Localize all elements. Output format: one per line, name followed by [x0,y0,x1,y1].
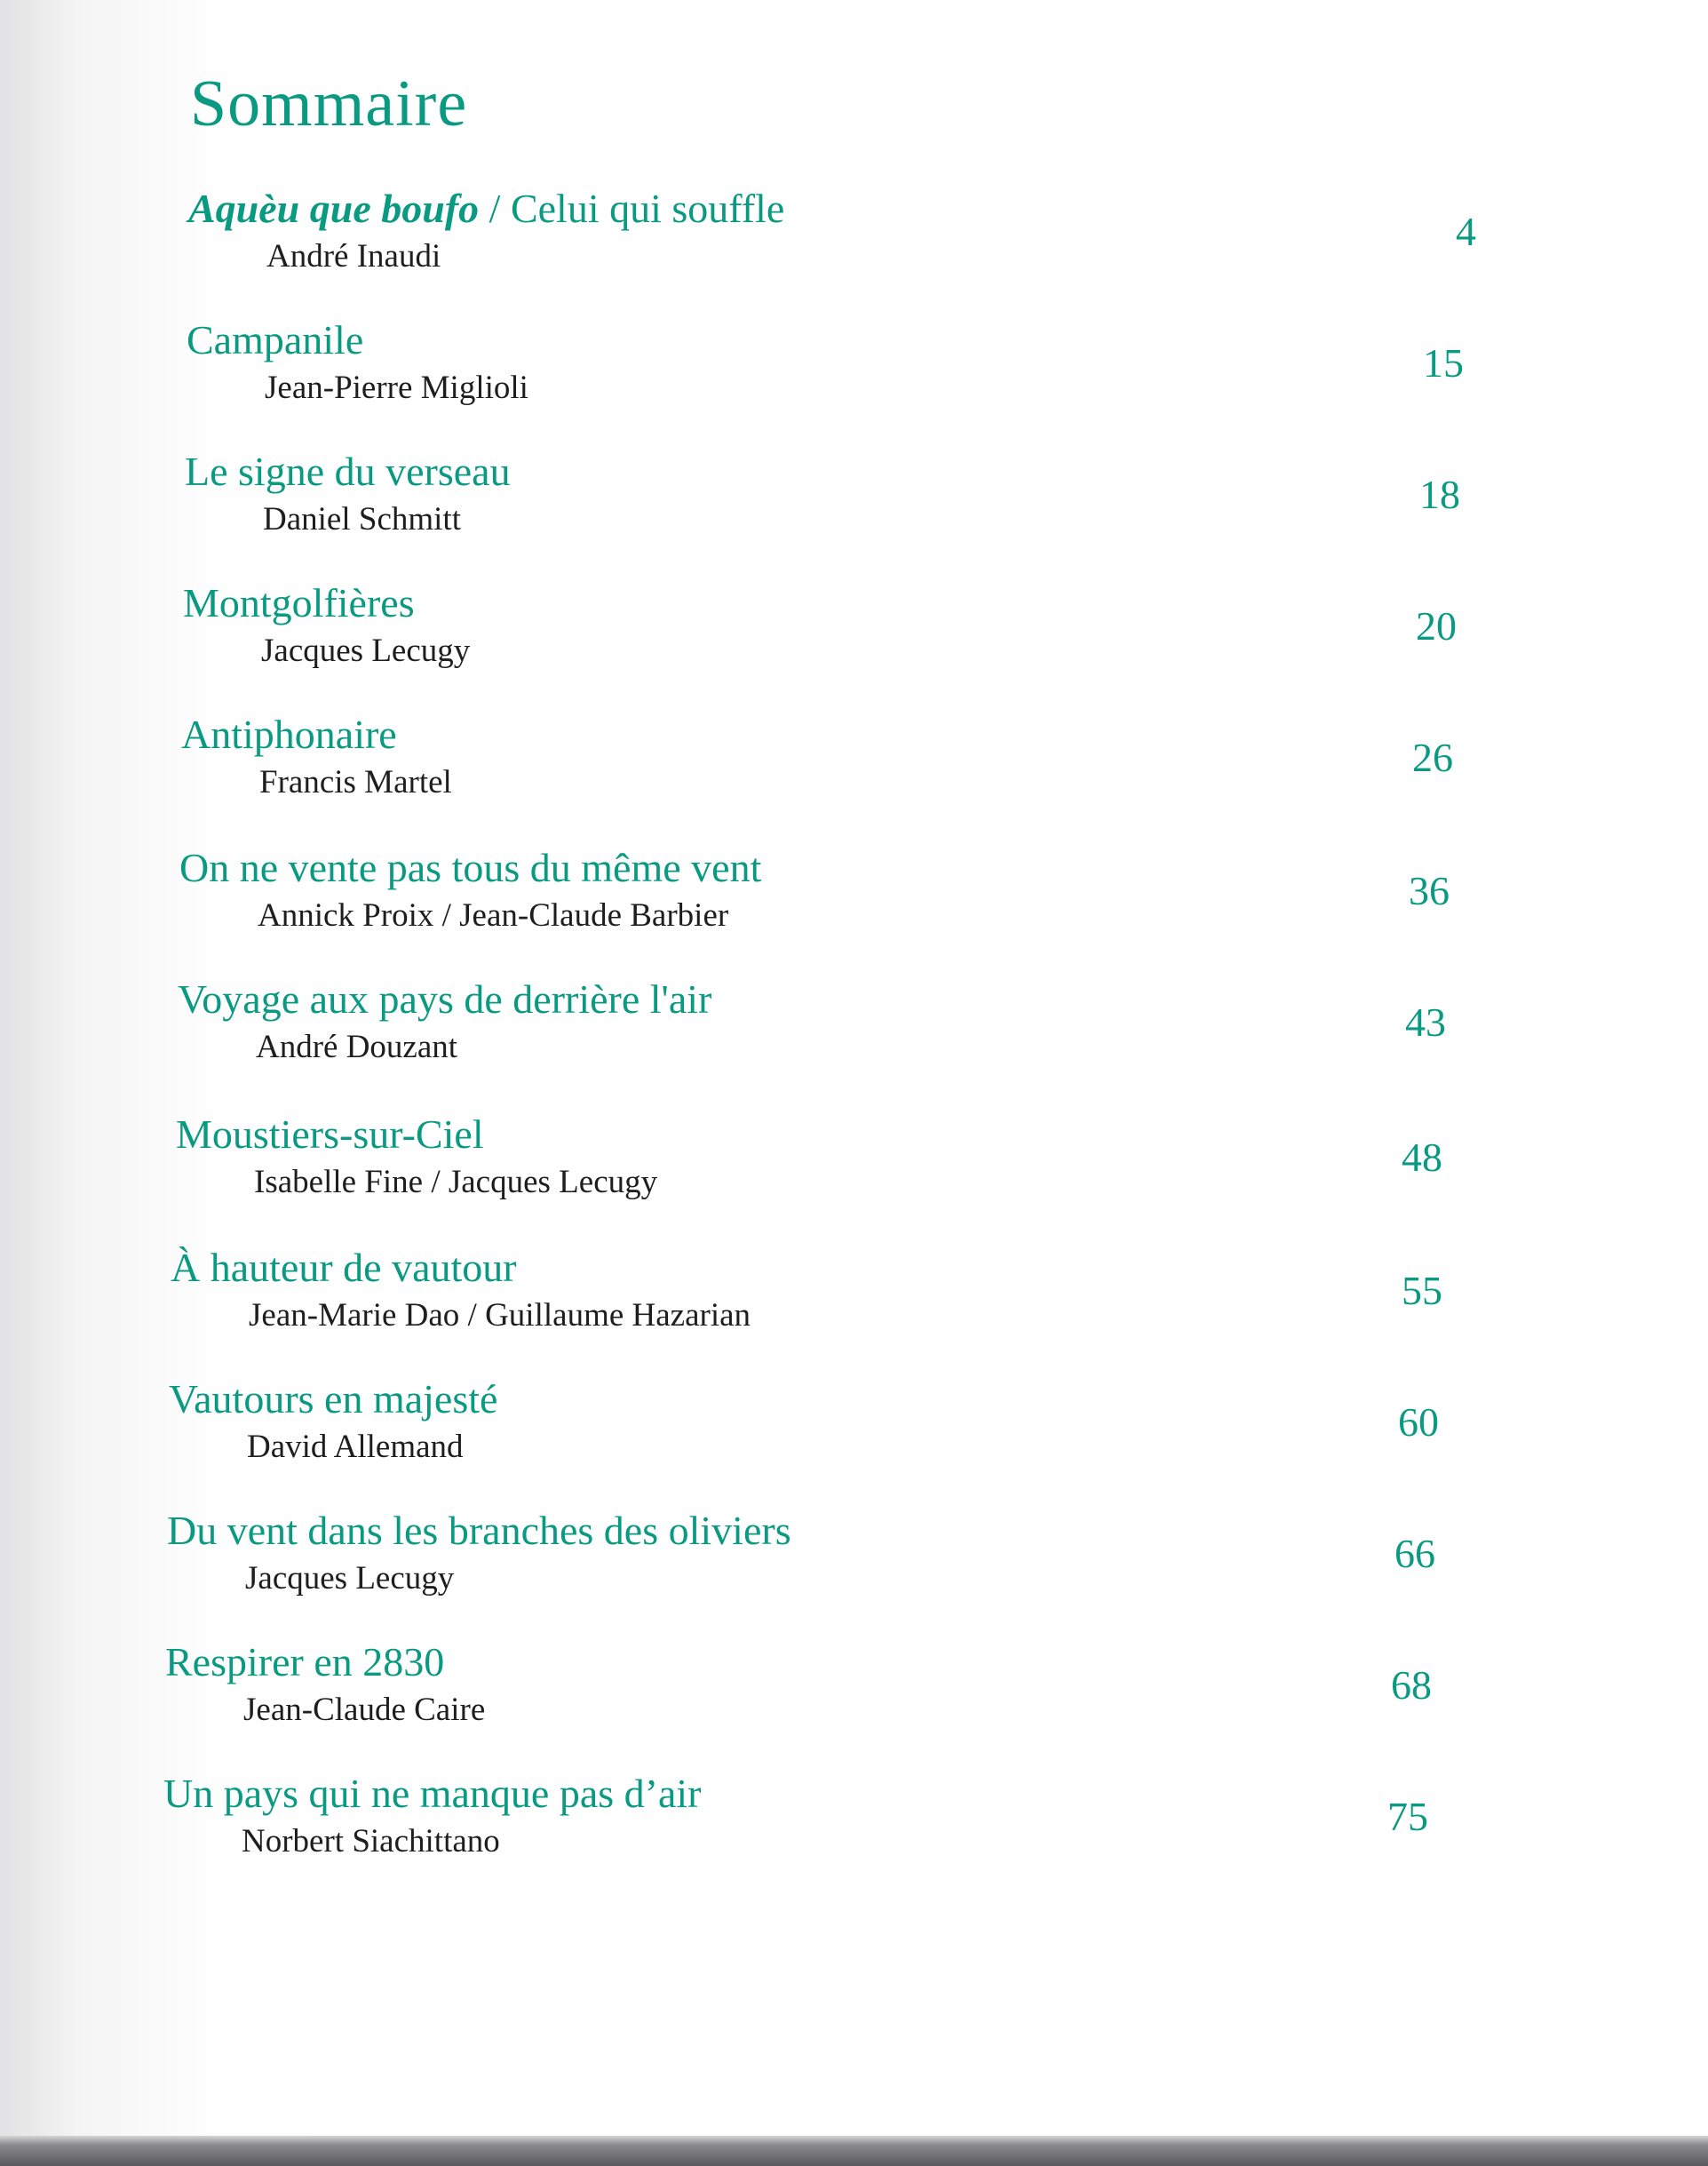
entry-author: Jean-Claude Caire [243,1692,486,1728]
entry-title[interactable]: Vautours en majesté [169,1376,498,1421]
entry-author: André Douzant [256,1029,458,1065]
entry-title[interactable]: Du vent dans les branches des oliviers [167,1508,791,1553]
entry-title[interactable]: Respirer en 2830 [165,1639,445,1684]
page-bottom-edge [0,2136,1708,2166]
entry-title-italic: Aquèu que boufo [188,186,480,231]
entry-page-number[interactable]: 18 [1419,472,1460,517]
toc-entry [179,845,1467,954]
entry-title[interactable] [188,188,784,229]
entry-author: Jean-Pierre Miglioli [265,370,528,406]
entry-title[interactable]: Antiphonaire [181,712,397,757]
entry-title[interactable]: Un pays qui ne manque pas d’air [163,1771,702,1816]
toc-entry [181,714,1469,821]
entry-page-number[interactable]: 68 [1391,1662,1432,1708]
entry-page-number[interactable]: 15 [1423,340,1464,386]
entry-title[interactable]: On ne vente pas tous du même vent [179,845,762,890]
toc-entry [165,1639,1453,1748]
toc-entry [176,1111,1464,1221]
entry-page-number[interactable]: 55 [1402,1268,1442,1313]
toc-entry [167,1510,1455,1617]
entry-page-number[interactable]: 66 [1394,1531,1435,1576]
entry-author: Norbert Siachittano [242,1823,500,1859]
entry-author: Isabelle Fine / Jacques Lecugy [254,1164,658,1200]
entry-page-number[interactable]: 36 [1409,868,1450,913]
toc-entry [171,1247,1458,1354]
entry-author: Jean-Marie Dao / Guillaume Hazarian [249,1297,751,1334]
entry-title[interactable]: Montgolfières [183,580,415,625]
entry-title[interactable]: Le signe du verseau [185,449,511,494]
toc-entry [178,976,1466,1086]
entry-page-number[interactable]: 43 [1405,999,1446,1045]
toc-entry [163,1773,1451,1880]
entry-title[interactable]: À hauteur de vautour [171,1245,517,1290]
entry-title-rest: / Celui qui souffle [479,186,785,231]
toc-entry [187,317,1474,426]
entry-author: André Inaudi [266,238,441,275]
toc-entry [183,580,1471,689]
entry-title[interactable]: Campanile [187,317,364,362]
entry-author: Francis Martel [259,764,452,800]
entry-author: David Allemand [247,1429,464,1465]
entry-page-number[interactable]: 20 [1416,603,1457,649]
entry-author: Daniel Schmitt [263,501,461,538]
entry-author: Annick Proix / Jean-Claude Barbier [258,897,729,934]
entry-title[interactable]: Voyage aux pays de derrière l'air [178,976,712,1022]
entry-page-number[interactable]: 48 [1402,1135,1442,1180]
entry-page-number[interactable]: 26 [1412,735,1453,780]
entry-title[interactable]: Moustiers-sur-Ciel [176,1111,484,1157]
entry-author: Jacques Lecugy [245,1560,455,1597]
toc-entry [188,188,1476,295]
entry-page-number[interactable]: 4 [1456,209,1476,254]
page-title: Sommaire [190,68,468,140]
entry-page-number[interactable]: 75 [1387,1794,1428,1839]
toc-entry [185,451,1473,558]
entry-author: Jacques Lecugy [261,633,471,669]
entry-page-number[interactable]: 60 [1398,1399,1439,1445]
toc-entry [169,1376,1457,1485]
